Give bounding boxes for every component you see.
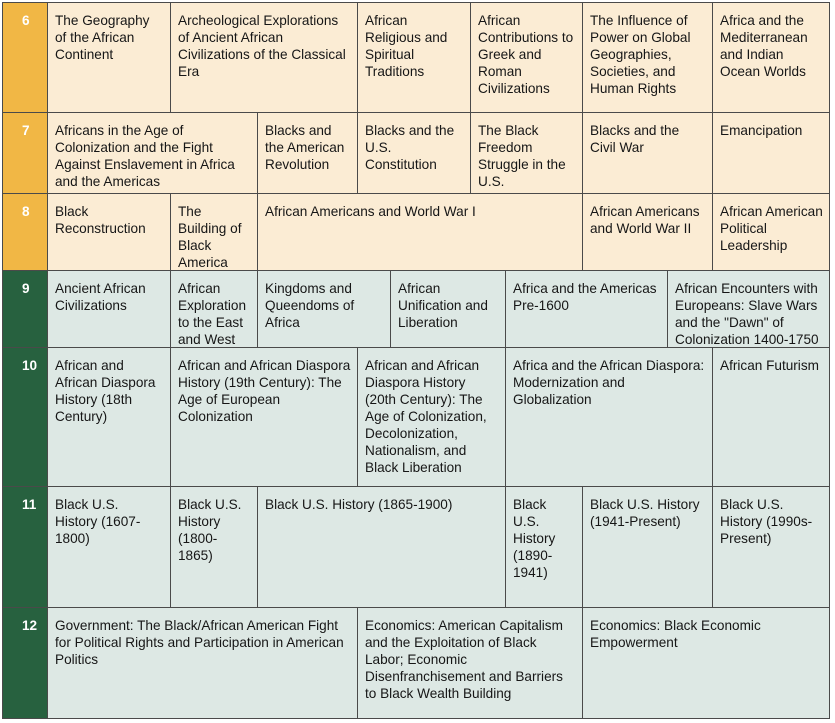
course-cell: African and African Diaspora History (18th Century) <box>47 347 171 487</box>
grade-label-9: 9 <box>2 270 48 348</box>
course-cell: Africa and the Mediterranean and Indian Ocean Worlds <box>712 2 830 113</box>
course-cell: Black U.S. History (1865-1900) <box>257 486 506 608</box>
course-cell: Ancient African Civilizations <box>47 270 171 348</box>
course-cell: Africa and the Americas Pre-1600 <box>505 270 668 348</box>
course-cell: Black U.S. History (1941-Present) <box>582 486 713 608</box>
grade-label-11: 11 <box>2 486 48 608</box>
course-cell: The Black Freedom Struggle in the U.S. <box>470 112 583 194</box>
course-cell: Emancipation <box>712 112 830 194</box>
course-cell: African and African Diaspora History (19th Century): The Age of European Colonization <box>170 347 358 487</box>
course-cell: Economics: Black Economic Empowerment <box>582 607 830 719</box>
course-cell: African Americans and World War II <box>582 193 713 271</box>
course-cell: Blacks and the U.S. Constitution <box>357 112 471 194</box>
course-cell: Kingdoms and Queendoms of Africa <box>257 270 391 348</box>
course-cell: Black Reconstruction <box>47 193 171 271</box>
course-cell: Black U.S. History (1800-1865) <box>170 486 258 608</box>
course-cell: Black U.S. History (1990s-Present) <box>712 486 830 608</box>
course-cell: Blacks and the American Revolution <box>257 112 358 194</box>
course-cell: African Religious and Spiritual Traditions <box>357 2 471 113</box>
course-cell: The Geography of the African Continent <box>47 2 171 113</box>
course-cell: African and African Diaspora History (20th Century): The Age of Colonization, Decolonization, Nationalism, and Black Liberation <box>357 347 506 487</box>
course-cell: African Unification and Liberation <box>390 270 506 348</box>
course-cell: Government: The Black/African American Fight for Political Rights and Participation in American Politics <box>47 607 358 719</box>
course-cell: Black U.S. History (1607-1800) <box>47 486 171 608</box>
grade-label-7: 7 <box>2 112 48 194</box>
grade-label-10: 10 <box>2 347 48 487</box>
grade-label-12: 12 <box>2 607 48 719</box>
course-cell: Blacks and the Civil War <box>582 112 713 194</box>
course-cell: Economics: American Capitalism and the Exploitation of Black Labor; Economic Disenfranchisement and Barriers to Black Wealth Building <box>357 607 583 719</box>
course-cell: The Building of Black America <box>170 193 258 271</box>
course-cell: African Contributions to Greek and Roman Civilizations <box>470 2 583 113</box>
course-cell: African Exploration to the East and West <box>170 270 258 348</box>
course-cell: Archeological Explorations of Ancient African Civilizations of the Classical Era <box>170 2 358 113</box>
course-cell: Africa and the African Diaspora: Modernization and Globalization <box>505 347 713 487</box>
course-cell: Africans in the Age of Colonization and the Fight Against Enslavement in Africa and the Americas <box>47 112 258 194</box>
course-cell: The Influence of Power on Global Geographies, Societies, and Human Rights <box>582 2 713 113</box>
course-cell: African American Political Leadership <box>712 193 830 271</box>
course-cell: African Encounters with Europeans: Slave Wars and the "Dawn" of Colonization 1400-1750 <box>667 270 830 348</box>
course-cell: Black U.S. History (1890-1941) <box>505 486 583 608</box>
grade-label-6: 6 <box>2 2 48 113</box>
grade-label-8: 8 <box>2 193 48 271</box>
course-cell: African Futurism <box>712 347 830 487</box>
course-cell: African Americans and World War I <box>257 193 583 271</box>
